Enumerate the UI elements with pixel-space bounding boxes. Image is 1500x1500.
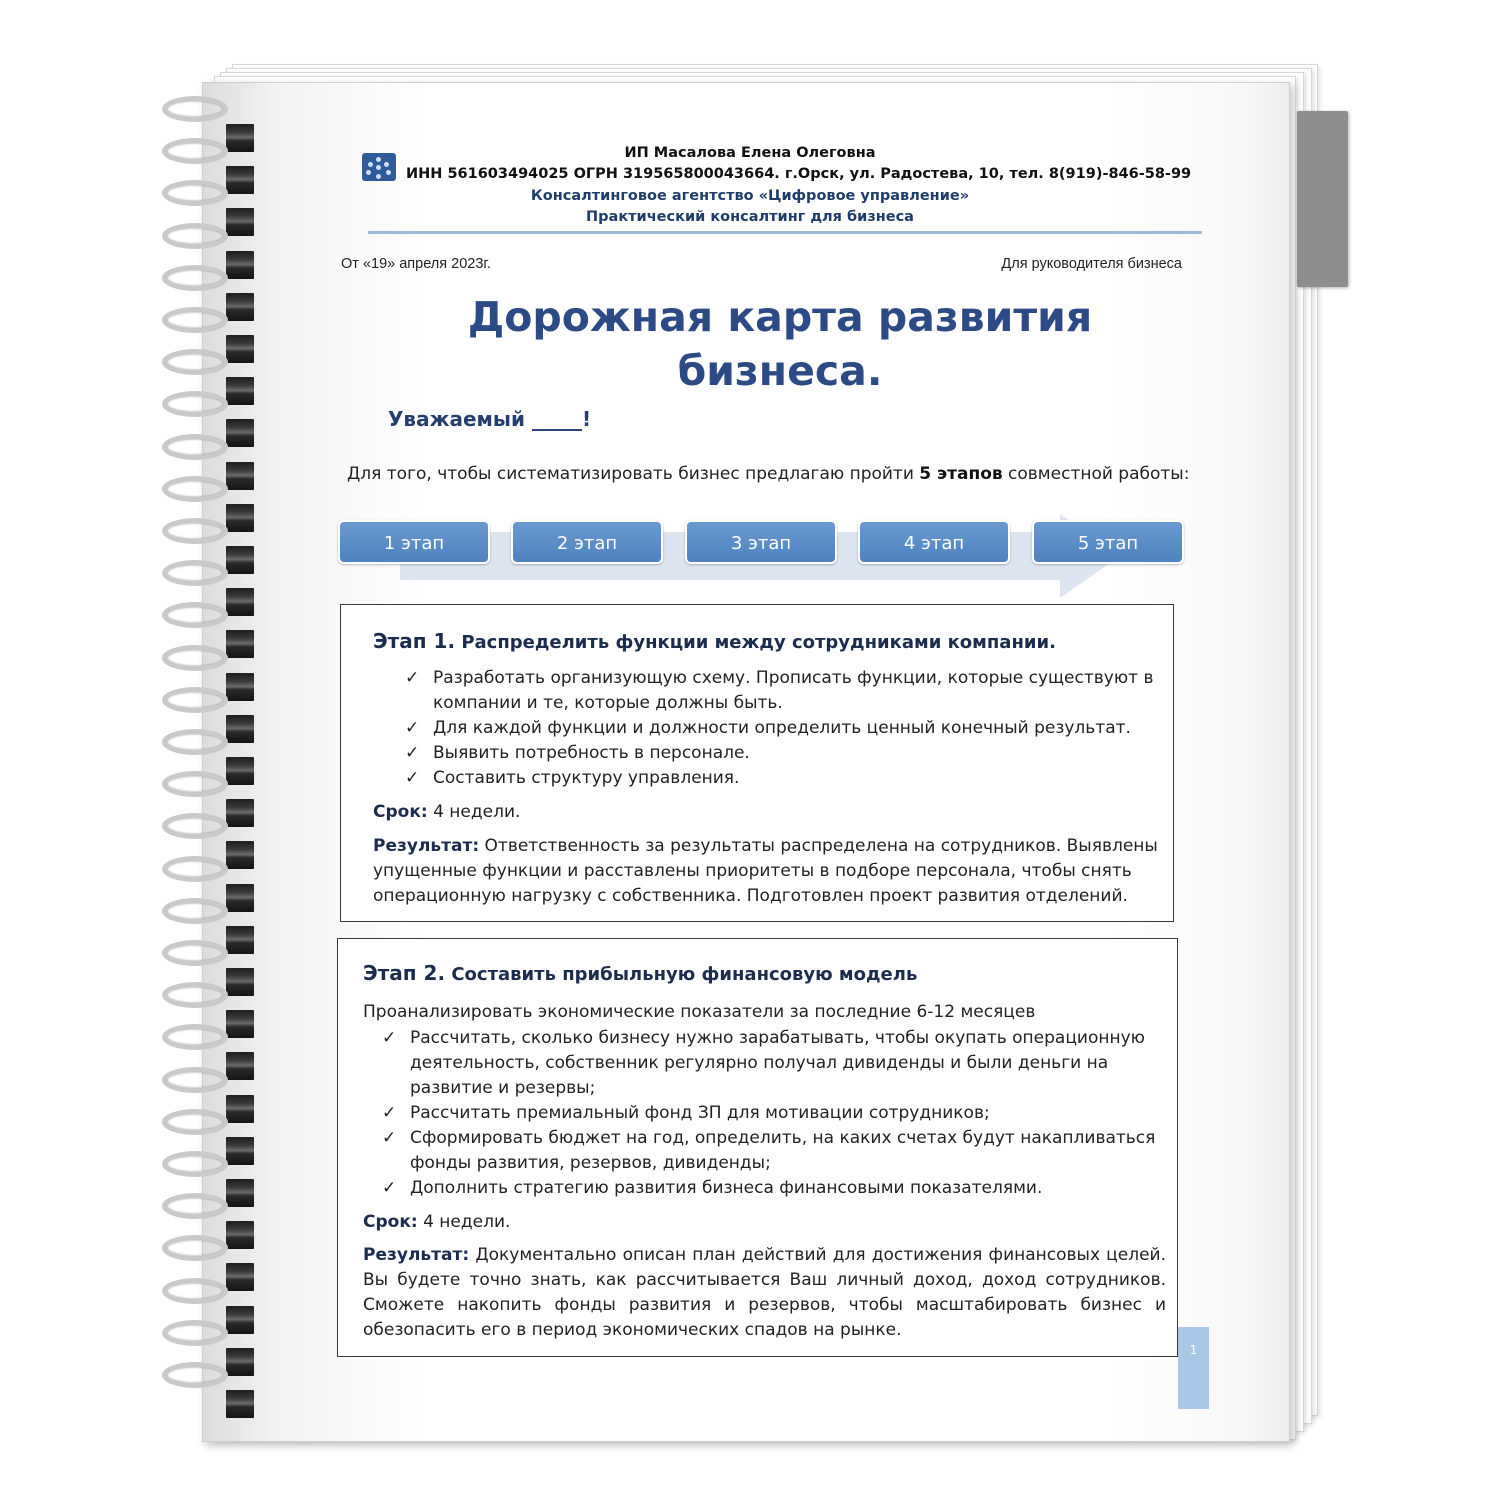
list-item: ✓ Рассчитать, сколько бизнесу нужно зарабатывать, чтобы окупать операционную деятельность, собственник регулярно получал дивиденды и были деньги на развитие и резервы;: [382, 1028, 1145, 1098]
binding-hole: [226, 293, 254, 321]
binding-hole: [226, 419, 254, 447]
spiral-ring: [162, 518, 228, 544]
stage-1-label: Этап 1.: [373, 629, 456, 653]
spiral-ring: [162, 265, 228, 291]
document-title: [380, 290, 1180, 398]
binding-hole: [226, 1263, 254, 1291]
check-icon: ✓: [405, 718, 420, 738]
stage-2-list: [382, 1026, 1162, 1201]
binding-hole: [226, 1052, 254, 1080]
header-divider: [368, 231, 1202, 234]
binding-hole: [226, 841, 254, 869]
intro-text: [347, 464, 1189, 484]
spiral-ring: [162, 1362, 228, 1388]
spiral-ring: [162, 560, 228, 586]
spiral-ring: [162, 349, 228, 375]
stage-1-result: Результат: Ответственность за результаты распределена на сотрудников. Выявлены упущенные функции и расставлены приоритеты в подборе персонала, чтобы снять операционную нагрузку с собственника. Подготовлен проект развития отделений.: [373, 836, 1158, 906]
header-tagline: Практический консалтинг для бизнеса: [586, 209, 914, 225]
spiral-ring: [162, 898, 228, 924]
binding-hole: [226, 968, 254, 996]
list-item: ✓ Дополнить стратегию развития бизнеса финансовыми показателями.: [382, 1176, 1162, 1201]
stage-chip-3: 3 этап: [685, 520, 837, 564]
greeting: Уважаемый _____!: [388, 407, 592, 431]
spiral-ring: [162, 982, 228, 1008]
spiral-ring: [162, 687, 228, 713]
binding-hole: [226, 1306, 254, 1334]
header-agency: Консалтинговое агентство «Цифровое управление»: [530, 188, 970, 204]
stage-chip-5: 5 этап: [1032, 520, 1184, 564]
intro-bold: 5 этапов: [919, 464, 1003, 484]
spiral-ring: [162, 434, 228, 460]
binding-hole: [226, 1221, 254, 1249]
spiral-ring: [162, 96, 228, 122]
spiral-ring: [162, 856, 228, 882]
binding-hole: [226, 630, 254, 658]
check-icon: ✓: [405, 768, 420, 788]
binding-hole: [226, 1137, 254, 1165]
check-icon: ✓: [382, 1103, 397, 1123]
stage-chip-1: 1 этап: [338, 520, 490, 564]
check-icon: ✓: [382, 1028, 397, 1048]
check-icon: ✓: [405, 668, 420, 688]
stage-2-term: Срок: 4 недели.: [363, 1212, 511, 1232]
spiral-ring: [162, 729, 228, 755]
spiral-ring: [162, 1109, 228, 1135]
title-line-2: бизнеса.: [677, 347, 883, 395]
binding-hole: [226, 757, 254, 785]
binding-hole: [226, 1095, 254, 1123]
intro-before: Для того, чтобы систематизировать бизнес предлагаю пройти: [347, 464, 920, 484]
document-audience: Для руководителя бизнеса: [1001, 256, 1182, 272]
binding-hole: [226, 462, 254, 490]
list-item: ✓ Разработать организующую схему. Прописать функции, которые существуют в компании и те, которые должны быть.: [405, 668, 1154, 713]
stage-chip-4: 4 этап: [858, 520, 1010, 564]
spiral-ring: [162, 645, 228, 671]
header-requisites: ИНН 561603494025 ОГРН 319565800043664. г.Орск, ул. Радостева, 10, тел. 8(919)-846-58-99: [406, 166, 1192, 182]
stage-2-box: [337, 938, 1178, 1357]
spiral-ring: [162, 1320, 228, 1346]
binding-hole: [226, 884, 254, 912]
list-item: ✓ Для каждой функции и должности определить ценный конечный результат.: [405, 716, 1157, 741]
check-icon: ✓: [405, 743, 420, 763]
binding-hole: [226, 799, 254, 827]
binding-hole: [226, 588, 254, 616]
binding-hole: [226, 504, 254, 532]
page-number: 1: [1178, 1327, 1209, 1409]
intro-after: совместной работы:: [1002, 464, 1190, 484]
spiral-ring: [162, 223, 228, 249]
binding-hole: [226, 1010, 254, 1038]
binding-hole: [226, 377, 254, 405]
title-line-1: Дорожная карта развития: [467, 293, 1093, 341]
spiral-ring: [162, 1278, 228, 1304]
stage-2-heading: [363, 961, 917, 987]
stage-chip-2: 2 этап: [511, 520, 663, 564]
binding-hole: [226, 335, 254, 363]
spiral-ring: [162, 1067, 228, 1093]
header-owner: ИП Масалова Елена Олеговна: [624, 145, 876, 161]
spiral-ring: [162, 307, 228, 333]
stage-1-term: Срок: 4 недели.: [373, 802, 521, 822]
stage-2-label: Этап 2.: [363, 961, 446, 985]
stage-1-list: [405, 666, 1157, 791]
spiral-ring: [162, 940, 228, 966]
binding-hole: [226, 715, 254, 743]
stage-1-heading: [373, 629, 1056, 655]
binding-hole: [226, 1390, 254, 1418]
binding-hole: [226, 1348, 254, 1376]
document-date: От «19» апреля 2023г.: [341, 256, 491, 272]
spiral-ring: [162, 771, 228, 797]
stage-1-box: [340, 604, 1174, 922]
list-item: ✓ Выявить потребность в персонале.: [405, 741, 1157, 766]
binding-hole: [226, 673, 254, 701]
list-item: ✓ Составить структуру управления.: [405, 766, 1157, 791]
stage-2-result: Результат: Документально описан план действий для достижения финансовых целей. Вы будете точно знать, как рассчитывается Ваш личный доход, доход сотрудников. Сможете накопить фонды развития и резервов, чтобы масштабировать бизнес и обезопасить его в период экономических спадов на рынке.: [363, 1245, 1166, 1340]
binding-hole: [226, 1179, 254, 1207]
check-icon: ✓: [382, 1178, 397, 1198]
binding-hole: [226, 546, 254, 574]
list-item: ✓ Сформировать бюджет на год, определить, на каких счетах будут накапливаться фонды развития, резервов, дивиденды;: [382, 1128, 1156, 1173]
spiral-ring: [162, 476, 228, 502]
binding-hole: [226, 251, 254, 279]
spiral-ring: [162, 1151, 228, 1177]
list-item: ✓ Рассчитать премиальный фонд ЗП для мотивации сотрудников;: [382, 1101, 1162, 1126]
stage-2-lead: Проанализировать экономические показатели за последние 6-12 месяцев: [363, 1002, 1036, 1022]
stage-2-title: Составить прибыльную финансовую модель: [445, 964, 918, 985]
stage-1-title: Распределить функции между сотрудниками компании.: [455, 632, 1056, 653]
spiral-ring: [162, 1193, 228, 1219]
binding-hole: [226, 926, 254, 954]
check-icon: ✓: [382, 1128, 397, 1148]
